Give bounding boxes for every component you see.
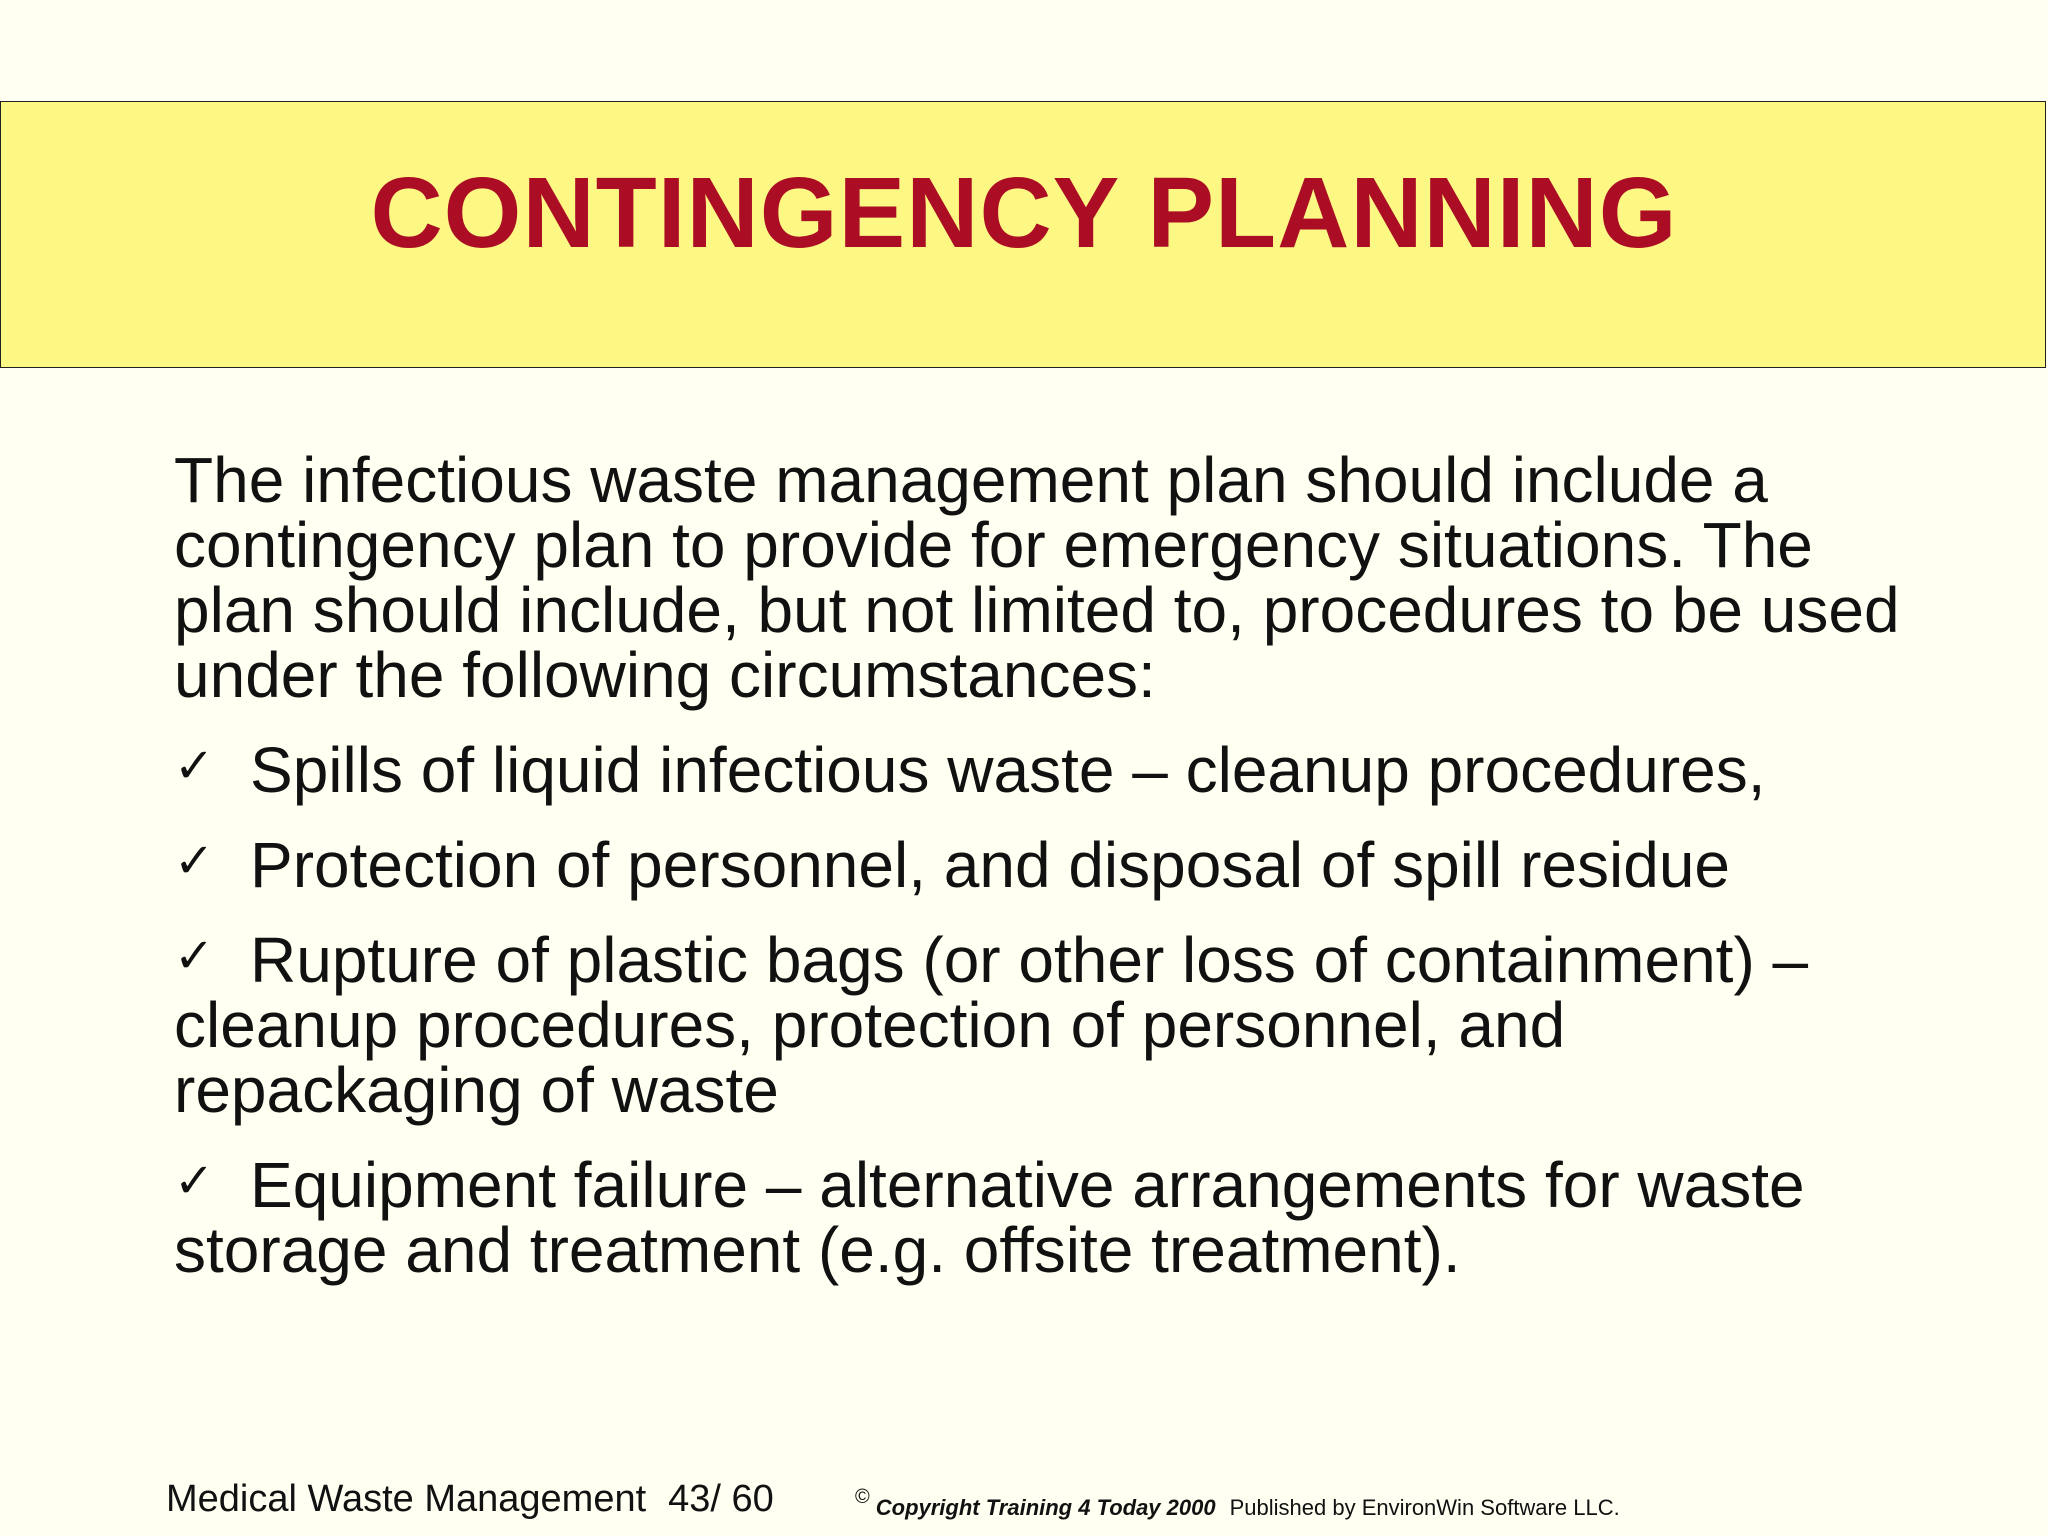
- copyright-mark: ©: [855, 1486, 870, 1508]
- checklist-item: [174, 734, 1914, 806]
- course-title: Medical Waste Management: [166, 1478, 647, 1520]
- footer-course-info: [166, 1478, 774, 1521]
- intro-paragraph: The infectious waste management plan should include a contingency plan to provide for emergency situations. The plan should include, but not limited to, procedures to be used under the following circumstances:: [174, 444, 1900, 711]
- checklist-item-text: Spills of liquid infectious waste – cleanup procedures,: [250, 734, 1766, 806]
- checklist-item-text: Rupture of plastic bags (or other loss of containment) – cleanup procedures, protection of personnel, and repackaging of waste: [174, 924, 1809, 1126]
- footer-copyright: [855, 1486, 1620, 1521]
- checkmark-icon: ✓: [174, 928, 215, 984]
- page-number: 43/ 60: [668, 1478, 774, 1520]
- copyright-text: Copyright Training 4 Today 2000: [875, 1495, 1216, 1520]
- publisher-text: Published by EnvironWin Software LLC.: [1229, 1495, 1620, 1520]
- slide-title: CONTINGENCY PLANNING: [370, 157, 1678, 269]
- checkmark-icon: ✓: [174, 738, 215, 794]
- checklist: [174, 734, 1914, 1286]
- checkmark-icon: ✓: [174, 1153, 215, 1209]
- checklist-item: [174, 829, 1914, 901]
- checkmark-icon: ✓: [174, 833, 215, 889]
- checklist-item-text: Protection of personnel, and disposal of spill residue: [250, 829, 1730, 901]
- slide-body: [174, 444, 1914, 1309]
- checklist-item: [174, 924, 1914, 1126]
- checklist-item-text: Equipment failure – alternative arrangements for waste storage and treatment (e.g. offsite treatment).: [174, 1149, 1805, 1286]
- checklist-item: [174, 1149, 1914, 1286]
